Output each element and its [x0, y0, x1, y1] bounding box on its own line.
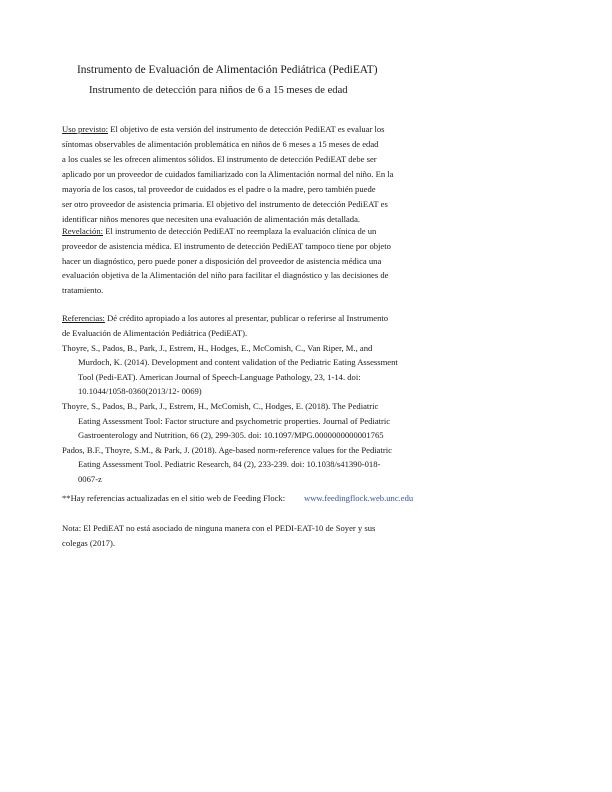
referencias-label: Referencias:: [62, 313, 105, 323]
reference-entry: Pados, B.F., Thoyre, S.M., & Park, J. (2018). Age-based norm-reference values for the Pediatric: [62, 445, 392, 455]
nota-line: colegas (2017).: [62, 538, 115, 548]
page-subtitle: Instrumento de detección para niños de 6 a 15 meses de edad: [89, 85, 348, 96]
uso-line: identificar niños menores que necesiten una evaluación de alimentación más detallada.: [62, 214, 361, 224]
reference-entry: Eating Assessment Tool: Factor structure and psychometric properties. Journal of Pediatric: [78, 416, 391, 426]
reference-entry: Murdoch, K. (2014). Development and content validation of the Pediatric Eating Assessment: [78, 357, 398, 367]
update-note: **Hay referencias actualizadas en el sitio web de Feeding Flock:: [62, 493, 286, 503]
page-title: Instrumento de Evaluación de Alimentación Pediátrica (PediEAT): [77, 64, 378, 76]
nota-line: Nota: El PediEAT no está asociado de ninguna manera con el PEDI-EAT-10 de Soyer y sus: [62, 523, 376, 533]
referencias-line: de Evaluación de Alimentación Pediátrica (PediEAT).: [62, 328, 248, 338]
revelacion-line: evaluación objetiva de la Alimentación del niño para facilitar el diagnóstico y las decisiones de: [62, 270, 389, 280]
referencias-line: Referencias: Dé crédito apropiado a los autores al presentar, publicar o referirse al Instrumento: [62, 313, 389, 323]
uso-line: ser otro proveedor de asistencia primaria. El objetivo del instrumento de detección PediEAT es: [62, 199, 388, 209]
uso-line: síntomas observables de alimentación problemática en niños de 6 meses a 15 meses de edad: [62, 139, 379, 149]
feeding-flock-link[interactable]: www.feedingflock.web.unc.edu: [304, 493, 414, 503]
revelacion-line: Revelación: El instrumento de detección PediEAT no reemplaza la evaluación clínica de un: [62, 226, 377, 236]
reference-entry: Thoyre, S., Pados, B., Park, J., Estrem, H., Hodges, E., McComish, C., Van Riper, M., and: [62, 343, 373, 353]
revelacion-label: Revelación:: [62, 226, 104, 236]
uso-line: a los cuales se les ofrecen alimentos sólidos. El instrumento de detección PediEAT debe ser: [62, 154, 377, 164]
uso-label: Uso previsto:: [62, 124, 109, 134]
revelacion-line: tratamiento.: [62, 285, 104, 295]
reference-entry: Thoyre, S., Pados, B., Park, J., Estrem, H., McComish, C., Hodges, E. (2018). The Pediatric: [62, 401, 379, 411]
revelacion-line: hacer un diagnóstico, pero puede poner a disposición del proveedor de asistencia médica una: [62, 256, 382, 266]
reference-entry: Eating Assessment Tool. Pediatric Research, 84 (2), 233-239. doi: 10.1038/s41390-018-: [78, 459, 381, 469]
reference-entry: Gastroenterology and Nutrition, 66 (2), 299-305. doi: 10.1097/MPG.0000000000001765: [78, 430, 384, 440]
uso-line: aplicado por un proveedor de cuidados familiarizado con la Alimentación normal del niño. En la: [62, 169, 394, 179]
reference-entry: Tool (Pedi-EAT). American Journal of Speech-Language Pathology, 23, 1-14. doi:: [78, 372, 361, 382]
uso-line: mayoría de los casos, tal proveedor de cuidados es el padre o la madre, pero también puede: [62, 184, 376, 194]
reference-entry: 0067-z: [78, 474, 102, 484]
uso-line: Uso previsto: El objetivo de esta versión del instrumento de detección PediEAT es evaluar los: [62, 124, 385, 134]
revelacion-line: proveedor de asistencia médica. El instrumento de detección PediEAT tampoco tiene por objeto: [62, 241, 391, 251]
reference-entry: 10.1044/1058-0360(2013/12- 0069): [78, 386, 202, 396]
